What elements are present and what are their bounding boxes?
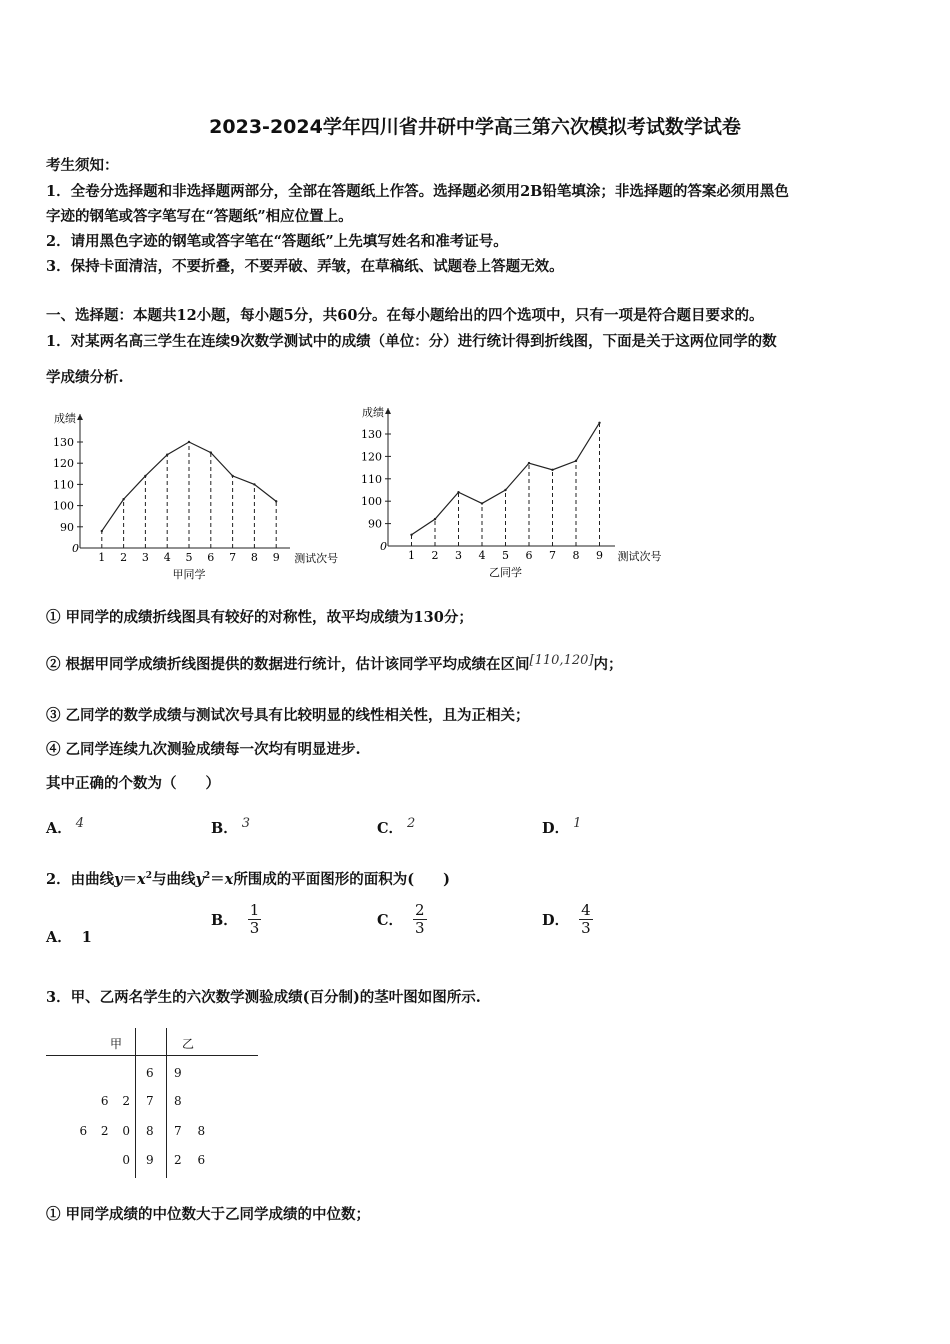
stem-leaf-left-rule <box>135 1028 136 1178</box>
q2-var-y2: y <box>195 871 204 888</box>
yi-xtick-label-8: 8 <box>572 549 580 562</box>
stem-leaf-row-3-stem: 8 <box>146 1124 154 1138</box>
jia-xtick-label-6: 6 <box>207 551 215 564</box>
stem-leaf-plot <box>46 1028 258 1178</box>
jia-xtick-label-2: 2 <box>120 551 128 564</box>
q2-option-b-fraction <box>248 902 262 937</box>
jia-ytick-label-100: 100 <box>53 499 74 513</box>
jia-point-5 <box>188 441 190 443</box>
q2-option-b-label: B． <box>211 912 238 929</box>
q2-exp-2: 2 <box>203 871 211 882</box>
jia-point-9 <box>275 500 277 502</box>
q2-stem-mid: 与曲线 <box>151 871 196 888</box>
yi-point-7 <box>551 469 553 471</box>
stem-leaf-header-left: 甲 <box>110 1037 123 1051</box>
jia-point-7 <box>231 475 233 477</box>
q1-option-d-label: D． <box>542 820 570 837</box>
q2-stem-pre: 2．由曲线 <box>46 871 115 888</box>
interval-expression: [110,120] <box>529 653 594 668</box>
yi-xtick-label-9: 9 <box>596 549 603 562</box>
q1-statement-1: ① 甲同学的成绩折线图具有较好的对称性，故平均成绩为130分； <box>46 609 473 626</box>
stem-leaf-row-2-left: 6 2 <box>100 1094 130 1108</box>
stem-leaf-row-1-right: 9 <box>174 1066 182 1080</box>
yi-ytick-label-120: 120 <box>361 450 382 464</box>
jia-xtick-label-5: 5 <box>185 551 193 564</box>
stem-leaf-row-4-left: 0 <box>122 1153 130 1167</box>
q2-option-c-num: 2 <box>415 901 425 919</box>
jia-point-4 <box>166 454 168 456</box>
jia-xtick-label-1: 1 <box>98 551 106 564</box>
yi-xtick-label-6: 6 <box>525 549 533 562</box>
yi-xtick-label-1: 1 <box>408 549 415 562</box>
jia-ytick-label-130: 130 <box>53 436 74 449</box>
q2-option-d[interactable] <box>542 902 593 937</box>
jia-point-3 <box>144 475 146 477</box>
q1-statement-3: ③ 乙同学的数学成绩与测试次号具有比较明显的线性相关性，且为正相关； <box>46 707 530 724</box>
q2-var-y1: y <box>114 871 123 888</box>
jia-xtick-label-4: 4 <box>163 551 171 564</box>
jia-y-arrow <box>77 414 83 420</box>
yi-ytick-label-100: 100 <box>361 495 382 509</box>
yi-origin: 0 <box>380 540 387 553</box>
yi-point-8 <box>575 460 577 462</box>
yi-xtick-label-7: 7 <box>549 549 556 562</box>
q1-option-a[interactable] <box>46 817 84 838</box>
q2-var-x1: x <box>137 871 146 888</box>
q1-statement-2-post: 内； <box>593 656 623 673</box>
stem-leaf-row-4-stem: 9 <box>146 1153 154 1167</box>
jia-point-1 <box>101 530 103 532</box>
q1-statement-2-pre: ② 根据甲同学成绩折线图提供的数据进行统计，估计该同学平均成绩在区间 <box>46 656 530 673</box>
jia-point-2 <box>122 498 124 500</box>
q2-option-c[interactable] <box>377 902 427 937</box>
yi-title: 乙同学 <box>489 566 522 579</box>
jia-origin: 0 <box>72 542 79 555</box>
stem-leaf-row-4-right: 2 6 <box>174 1153 206 1167</box>
q2-option-c-den: 3 <box>415 919 425 937</box>
notice-line-2: 字迹的钢笔或答字笔写在“答题纸”相应位置上。 <box>46 208 353 225</box>
yi-y-arrow <box>385 408 391 414</box>
q1-option-b-value: 3 <box>241 816 251 831</box>
stem-leaf-row-3-right: 7 8 <box>174 1124 206 1138</box>
yi-point-1 <box>410 534 412 536</box>
stem-leaf-row-2-stem: 7 <box>146 1094 154 1108</box>
yi-point-5 <box>504 489 506 491</box>
q2-option-c-label: C． <box>377 912 404 929</box>
yi-ytick-label-130: 130 <box>361 428 382 441</box>
yi-point-6 <box>528 462 530 464</box>
yi-xtick-label-2: 2 <box>431 549 439 562</box>
stem-leaf-header-rule <box>46 1055 258 1056</box>
q2-exp-1: 2 <box>145 871 152 882</box>
q1-option-a-value: 4 <box>75 816 85 831</box>
q1-ask: 其中正确的个数为（ ） <box>46 775 220 792</box>
yi-ytick-label-110: 110 <box>361 472 382 486</box>
jia-point-6 <box>210 451 212 453</box>
jia-ylabel: 成绩 <box>54 412 76 425</box>
q1-statement-4: ④ 乙同学连续九次测验成绩每一次均有明显进步. <box>46 741 361 758</box>
q1-option-c-value: 2 <box>407 816 416 831</box>
jia-title: 甲同学 <box>172 568 206 581</box>
q2-var-x2: x <box>224 871 234 888</box>
stem-leaf-header-right: 乙 <box>182 1037 195 1051</box>
chart-yi <box>350 396 680 590</box>
q2-eq-2: ＝ <box>210 871 225 888</box>
q1-statement-2 <box>46 653 622 674</box>
q3-statement-1: ① 甲同学成绩的中位数大于乙同学成绩的中位数； <box>46 1206 371 1223</box>
q2-option-c-fraction <box>413 902 427 937</box>
q1-stem-line2: 学成绩分析. <box>46 369 124 386</box>
notice-line-1: 1．全卷分选择题和非选择题两部分，全部在答题纸上作答。选择题必须用2B铅笔填涂；非选择题的答案必须用黑色 <box>46 183 789 200</box>
jia-xtick-label-7: 7 <box>229 551 237 564</box>
yi-xtick-label-3: 3 <box>455 549 462 562</box>
q1-option-c-label: C． <box>377 820 404 837</box>
jia-ytick-label-120: 120 <box>53 457 74 471</box>
q1-option-b-label: B． <box>211 820 238 837</box>
jia-xtick-label-8: 8 <box>250 551 258 564</box>
yi-point-3 <box>457 491 459 493</box>
q2-eq-1: ＝ <box>122 871 138 888</box>
jia-xlabel: 测试次号 <box>294 552 339 565</box>
yi-point-2 <box>434 518 436 520</box>
notice-line-4: 3．保持卡面清洁，不要折叠，不要弄破、弄皱，在草稿纸、试题卷上答题无效。 <box>46 258 564 275</box>
q1-option-b[interactable] <box>211 817 250 838</box>
stem-leaf-row-1-stem: 6 <box>146 1066 154 1080</box>
yi-xtick-label-4: 4 <box>478 549 486 562</box>
page-title: 2023-2024学年四川省井研中学高三第六次模拟考试数学试卷 <box>209 116 741 138</box>
q2-stem <box>46 868 450 889</box>
yi-xtick-label-5: 5 <box>502 549 509 562</box>
stem-leaf-row-3-left: 6 2 0 <box>79 1124 130 1138</box>
yi-point-9 <box>598 422 600 424</box>
q1-option-a-label: A． <box>46 820 72 837</box>
q2-stem-post: 所围成的平面图形的面积为( ) <box>233 871 451 888</box>
jia-point-8 <box>253 483 255 485</box>
q1-option-c[interactable] <box>377 817 415 838</box>
yi-point-4 <box>481 502 483 504</box>
yi-ytick-label-90: 90 <box>368 517 382 531</box>
q2-option-d-den: 3 <box>581 919 591 937</box>
q1-option-d-value: 1 <box>573 816 582 831</box>
q2-option-b[interactable] <box>211 902 261 937</box>
q1-option-d[interactable] <box>542 817 581 838</box>
q1-stem-line1: 1．对某两名高三学生在连续9次数学测试中的成绩（单位：分）进行统计得到折线图，下面是关于这两位同学的数 <box>46 333 777 350</box>
yi-xlabel: 测试次号 <box>617 550 662 563</box>
q2-option-a-label: A． <box>46 929 72 946</box>
jia-xtick-label-3: 3 <box>141 551 149 564</box>
stem-leaf-right-rule <box>166 1028 167 1178</box>
q2-option-a[interactable] <box>46 926 92 947</box>
stem-leaf-row-2-right: 8 <box>174 1094 182 1108</box>
notice-line-3: 2．请用黑色字迹的钢笔或答字笔在“答题纸”上先填写姓名和准考证号。 <box>46 233 508 250</box>
q2-option-d-fraction <box>579 902 593 937</box>
q3-stem: 3．甲、乙两名学生的六次数学测验成绩(百分制)的茎叶图如图所示. <box>46 989 481 1006</box>
q2-option-d-num: 4 <box>581 901 591 919</box>
q2-option-d-label: D． <box>542 912 570 929</box>
section-heading: 一、选择题：本题共12小题，每小题5分，共60分。在每小题给出的四个选项中，只有一项是符合题目要求的。 <box>46 307 764 324</box>
notice-heading: 考生须知： <box>46 157 119 174</box>
q2-option-a-value: 1 <box>81 929 92 946</box>
jia-ytick-label-110: 110 <box>53 478 74 492</box>
jia-xtick-label-9: 9 <box>272 551 280 564</box>
chart-jia <box>40 400 370 590</box>
yi-ylabel: 成绩 <box>362 406 384 419</box>
jia-ytick-label-90: 90 <box>60 520 74 534</box>
q2-option-b-den: 3 <box>249 919 260 937</box>
q2-option-b-num: 1 <box>249 901 260 919</box>
